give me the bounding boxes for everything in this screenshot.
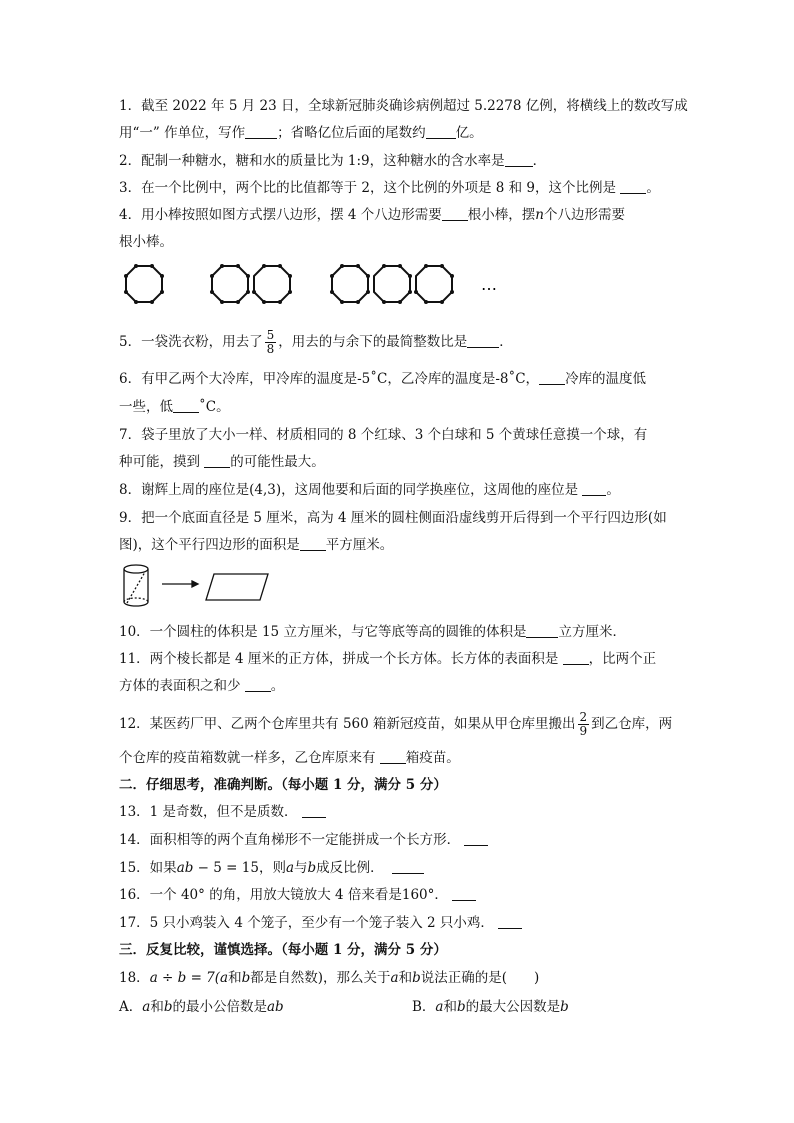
variable-a: a: [142, 999, 151, 1015]
question-1-line-2: [119, 123, 684, 143]
answer-blank[interactable]: [300, 536, 326, 551]
option-a-label: A．: [119, 999, 143, 1015]
question-7-text-b: 的可能性最大。: [230, 454, 325, 470]
parallelogram-shape: [206, 574, 268, 600]
cylinder-top: [124, 565, 148, 573]
variable-a: a: [390, 970, 399, 986]
question-17-text: 17．5 只小鸡装入 4 个笼子，至少有一个笼子装入 2 只小鸡．: [119, 915, 494, 931]
answer-blank[interactable]: [426, 124, 456, 139]
section-2-heading: [119, 775, 684, 795]
question-15-text-d: 成反比例．: [316, 860, 384, 876]
question-12-text-b: 到乙仓库，两: [591, 716, 673, 732]
answer-blank[interactable]: [467, 333, 499, 348]
question-5: [119, 328, 684, 356]
answer-blank[interactable]: [392, 859, 424, 874]
variable-a: a: [220, 970, 229, 986]
option-b-text: 的最大公因数是: [465, 999, 561, 1015]
option-b-text: 和: [443, 999, 457, 1015]
question-7-line-1: [119, 425, 684, 445]
question-11-line-2: [119, 676, 684, 696]
question-1-line-1: [119, 96, 688, 116]
question-4-text-c: 个八边形需要: [543, 207, 625, 223]
question-12-line-1: [119, 710, 684, 738]
question-11-line-1: [119, 649, 684, 669]
question-5-text-b: ，用去的与余下的最简整数比是: [278, 334, 468, 350]
question-18-number: 18．: [119, 970, 150, 986]
question-1-text-a: 用“一” 作单位，写作: [119, 125, 246, 141]
question-12-text-c: 个仓库的疫苗箱数就一样多，乙仓库原来有: [119, 750, 376, 766]
question-6-text-a: 6．有甲乙两个大冷库，甲冷库的温度是-5˚C，乙冷库的温度是-8˚C，: [119, 371, 540, 387]
question-1-text: 1．截至 2022 年 5 月 23 日，全球新冠肺炎确诊病例超过 5.2278 亿例，将横线上的数改写成: [119, 98, 688, 114]
question-6-text-c: 一些，低: [119, 399, 173, 415]
question-13: [119, 802, 684, 822]
question-8-text: 8．谢辉上周的座位是(4,3)，这周他要和后面的同学换座位，这周他的座位是: [119, 482, 579, 498]
section-3-heading: [119, 940, 684, 960]
variable-n: n: [535, 207, 544, 223]
question-15-text-b: − 5 = 15，则: [193, 860, 286, 876]
octagon-shape: [212, 266, 248, 302]
question-6-line-1: [119, 369, 684, 389]
question-4-text-d: 根小棒。: [119, 234, 173, 250]
question-12-line-2: [119, 748, 684, 768]
question-14-text: 14．面积相等的两个直角梯形不一定能拼成一个长方形．: [119, 832, 461, 848]
variable-a: a: [285, 860, 295, 876]
question-5-text-a: 5．一袋洗衣粉，用去了: [119, 334, 263, 350]
answer-blank[interactable]: [245, 124, 277, 139]
question-15-text-c: 与: [294, 860, 308, 876]
answer-blank[interactable]: [563, 650, 589, 665]
question-7-text-a: 种可能，摸到: [119, 454, 200, 470]
octagon-shape: [332, 266, 368, 302]
question-10-text: 10．一个圆柱的体积是 15 立方厘米，与它等底等高的圆锥的体积是: [119, 624, 527, 640]
answer-blank[interactable]: [452, 886, 476, 901]
answer-blank[interactable]: [620, 179, 646, 194]
question-5-end: ．: [499, 334, 513, 350]
option-a[interactable]: [119, 997, 399, 1017]
question-10: [119, 622, 684, 642]
question-4-line-2: [119, 232, 684, 252]
expression-a-div-b: a ÷ b = 7(: [149, 970, 221, 986]
variable-b: b: [241, 970, 251, 986]
section-2-title: 二．仔细思考，准确判断。（每小题 1 分，满分 5 分）: [119, 777, 447, 793]
question-9-text-b: 平方厘米。: [325, 537, 394, 553]
octagon-shape: [254, 266, 290, 302]
question-16-text: 16．一个 40° 的角，用放大镜放大 4 倍来看是160°．: [119, 887, 448, 903]
question-16: [119, 885, 684, 905]
option-b[interactable]: [412, 997, 682, 1017]
question-7-text: 7．袋子里放了大小一样、材质相同的 8 个红球、3 个白球和 5 个黄球任意摸一个球，有: [119, 427, 648, 443]
answer-blank[interactable]: [380, 749, 406, 764]
question-7-line-2: [119, 452, 684, 472]
question-15: [119, 858, 684, 878]
question-12-text-a: 12．某医药厂甲、乙两个仓库里共有 560 箱新冠疫苗，如果从甲仓库里搬出: [119, 716, 576, 732]
answer-blank[interactable]: [464, 831, 488, 846]
question-2: [119, 151, 684, 171]
question-1-text-b: ；省略亿位后面的尾数约: [277, 125, 426, 141]
variable-b: b: [412, 970, 421, 986]
answer-blank[interactable]: [442, 206, 468, 221]
ellipsis: …: [481, 275, 497, 294]
question-1-text-c: 亿。: [455, 125, 483, 141]
octagon-shape: [374, 266, 410, 302]
question-14: [119, 830, 684, 850]
question-11-text-a: 11．两个棱长都是 4 厘米的正方体，拼成一个长方体。长方体的表面积是: [119, 651, 559, 667]
question-11-text-b: ，比两个正: [588, 651, 657, 667]
octagon-shape: [126, 266, 162, 302]
question-4-line-1: [119, 205, 684, 225]
question-18-text: 和: [228, 970, 242, 986]
variable-b: b: [163, 999, 173, 1015]
answer-blank[interactable]: [498, 914, 522, 929]
answer-blank[interactable]: [245, 677, 271, 692]
question-18-text: 说法正确的是( ): [420, 970, 540, 986]
question-3-end: 。: [646, 180, 660, 196]
fraction-5-8: $\frac{5}{8}$: [266, 328, 275, 356]
expression-ab: ab: [266, 999, 284, 1015]
question-9-text: 9．把一个底面直径是 5 厘米，高为 4 厘米的圆柱侧面沿虚线剪开后得到一个平行四边形(如: [119, 510, 667, 526]
answer-blank[interactable]: [539, 370, 565, 385]
question-9-line-2: [119, 535, 684, 555]
answer-blank[interactable]: [505, 152, 533, 167]
octagon-figure: [115, 258, 515, 314]
question-11-text-c: 方体的表面积之和少: [119, 678, 241, 694]
question-8: [119, 480, 684, 500]
question-6-line-2: [119, 397, 684, 417]
question-13-text: 13．1 是奇数，但不是质数．: [119, 804, 298, 820]
variable-a: a: [435, 999, 444, 1015]
answer-blank[interactable]: [582, 481, 606, 496]
question-2-end: ．: [532, 153, 547, 169]
section-3-title: 三．反复比较，谨慎选择。（每小题 1 分，满分 5 分）: [119, 942, 447, 958]
question-9-line-1: [119, 508, 684, 528]
question-17: [119, 913, 684, 933]
expression-ab: ab: [176, 860, 194, 876]
answer-blank[interactable]: [204, 453, 230, 468]
question-8-end: 。: [606, 482, 620, 498]
question-18: [119, 968, 684, 988]
fraction-2-9: $\frac{2}{9}$: [579, 710, 588, 738]
answer-blank[interactable]: [526, 623, 558, 638]
question-4-text-a: 4．用小棒按照如图方式摆八边形，摆 4 个八边形需要: [119, 207, 442, 223]
question-18-text: 都是自然数)，那么关于: [250, 970, 391, 986]
question-3: [119, 178, 684, 198]
variable-b: b: [456, 999, 466, 1015]
question-12-text-d: 箱疫苗。: [405, 750, 460, 766]
question-4-text-b: 根小棒，摆: [467, 207, 536, 223]
question-11-text-d: 。: [270, 678, 285, 694]
option-a-text: 的最小公倍数是: [172, 999, 267, 1015]
question-2-text: 2．配制一种糖水，糖和水的质量比为 1:9，这种糖水的含水率是: [119, 153, 505, 169]
question-6-text-d: ˚C。: [199, 399, 230, 415]
question-10-end: 立方厘米．: [558, 624, 626, 640]
question-18-text: 和: [398, 970, 413, 986]
octagon-shape: [416, 266, 452, 302]
question-15-text-a: 15．如果: [119, 860, 177, 876]
answer-blank[interactable]: [302, 803, 326, 818]
question-6-text-b: 冷库的温度低: [565, 371, 647, 387]
question-3-text: 3．在一个比例中，两个比的比值都等于 2，这个比例的外项是 8 和 9，这个比例是: [119, 180, 617, 196]
question-9-text-a: 图)，这个平行四边形的面积是: [119, 537, 300, 553]
option-a-text: 和: [150, 999, 164, 1015]
variable-b: b: [307, 860, 317, 876]
variable-b: b: [560, 999, 569, 1015]
answer-blank[interactable]: [173, 398, 199, 413]
option-b-label: B．: [412, 999, 436, 1015]
cylinder-unroll-figure: [118, 562, 278, 612]
